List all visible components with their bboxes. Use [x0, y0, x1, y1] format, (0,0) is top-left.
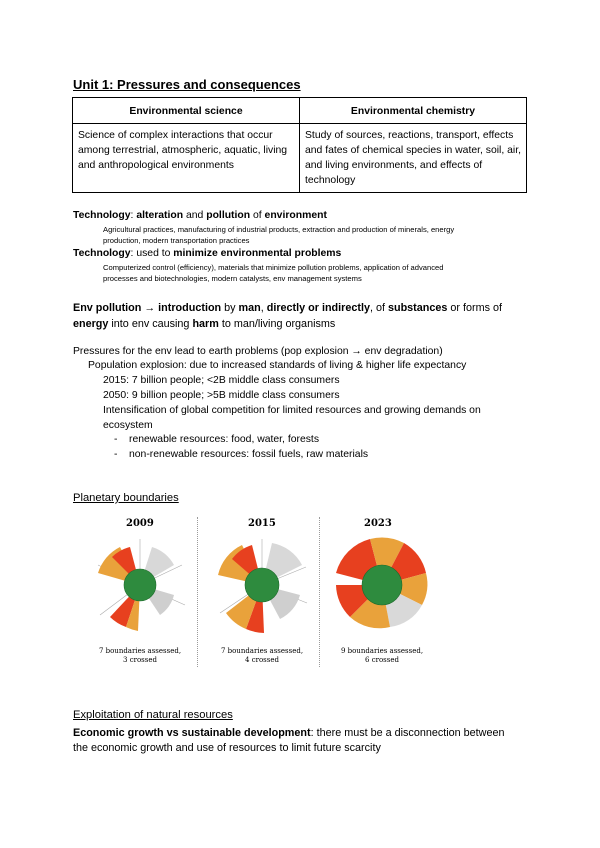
chart-caption-2023: [327, 647, 437, 664]
bullet-non-renewable: non-renewable resources: fossil fuels, raw materials: [129, 449, 369, 460]
table-header-env-science: Environmental science: [73, 98, 300, 124]
pressures-line: Pressures for the env lead to earth problems (pop explosion → env degradation): [73, 346, 443, 357]
text-fragment: into env causing: [108, 318, 193, 330]
population-2050-line: 2050: 9 billion people; >5B middle class consumers: [103, 390, 340, 401]
term-env-pollution: Env pollution → introduction: [73, 302, 222, 314]
term-directly: directly or indirectly: [266, 302, 370, 314]
comparison-table: [72, 97, 527, 193]
planetary-chart-2023: [330, 533, 434, 637]
competition-line: Intensification of global competition for limited resources and growing demands on: [103, 405, 481, 416]
chart-caption-2015: [207, 647, 317, 664]
technology-alteration-line: [73, 209, 327, 223]
term-man: man: [238, 302, 261, 314]
text-fragment: and: [183, 210, 207, 221]
technology-label: Technology: [73, 210, 131, 221]
figure-divider: [319, 517, 320, 667]
population-explosion-line: Population explosion: due to increased standards of living & higher life expectancy: [88, 360, 467, 371]
technology-minimize-line: [73, 247, 341, 261]
technology-label: Technology: [73, 248, 131, 259]
text-fragment: , of: [369, 302, 388, 314]
chart-caption-2009: [85, 647, 195, 664]
term-minimize: minimize environmental problems: [173, 248, 342, 259]
bullet-renewable: renewable resources: food, water, forests: [129, 434, 320, 445]
chart-graphic: [98, 539, 185, 631]
chart-year-2009: 2009: [126, 518, 154, 529]
term-harm: harm: [192, 318, 219, 330]
figure-divider: [197, 517, 198, 667]
technology-minimize-detail-2: processes and biotechnologies, modern catalysts, env management systems: [103, 274, 362, 283]
text-fragment: ,: [260, 302, 267, 314]
technology-alteration-detail-2: production, modern transportation practices: [103, 236, 250, 245]
exploitation-title: Exploitation of natural resources: [73, 709, 233, 721]
competition-line-2: ecosystem: [103, 420, 153, 431]
text-fragment: by: [221, 302, 239, 314]
text-fragment: or forms of: [447, 302, 502, 314]
text-fragment: : used to: [130, 248, 174, 259]
planetary-boundaries-figure: [72, 515, 532, 675]
term-substances: substances: [387, 302, 448, 314]
table-cell-env-science: Science of complex interactions that occur among terrestrial, atmospheric, aquatic, living and anthropological environments: [73, 124, 300, 193]
term-energy: energy: [73, 318, 109, 330]
pollution-definition-line-1: [73, 300, 502, 316]
term-economic-growth: Economic growth vs sustainable development: [73, 727, 311, 739]
caption-line: 9 boundaries assessed,: [340, 647, 424, 655]
caption-line: 3 crossed: [123, 655, 157, 664]
pollution-definition-line-2: [73, 316, 335, 332]
caption-line: 6 crossed: [365, 655, 399, 664]
caption-line: 7 boundaries assessed,: [98, 647, 182, 655]
chart-year-2015: 2015: [248, 518, 276, 529]
term-pollution: pollution: [206, 210, 251, 221]
text-fragment: :: [130, 210, 137, 221]
exploitation-line-1: [73, 726, 504, 740]
technology-alteration-detail-1: Agricultural practices, manufacturing of industrial products, extraction and production of minerals, energy: [103, 225, 455, 234]
population-2015-line: 2015: 7 billion people; <2B middle class consumers: [103, 375, 340, 386]
chart-graphic: [218, 539, 307, 633]
table-header-env-chemistry: Environmental chemistry: [300, 98, 527, 124]
planetary-boundaries-title: Planetary boundaries: [73, 492, 179, 504]
text-fragment: : there must be a disconnection between: [310, 727, 505, 739]
planetary-chart-2009: [90, 535, 190, 635]
chart-graphic: [336, 538, 427, 629]
term-environment: environment: [264, 210, 327, 221]
text-fragment: of: [250, 210, 265, 221]
planetary-chart-2015: [212, 535, 312, 635]
bullet-dash: -: [114, 449, 118, 460]
page-title: Unit 1: Pressures and consequences: [73, 77, 301, 92]
table-cell-env-chemistry: Study of sources, reactions, transport, effects and fates of chemical species in water, soil, air, and living environments, and effects of technology: [300, 124, 527, 193]
caption-line: 7 boundaries assessed,: [220, 647, 304, 655]
technology-minimize-detail-1: Computerized control (efficiency), materials that minimize pollution problems, application of advanced: [103, 263, 444, 272]
text-fragment: to man/living organisms: [218, 318, 336, 330]
chart-year-2023: 2023: [364, 518, 392, 529]
bullet-dash: -: [114, 434, 118, 445]
term-alteration: alteration: [136, 210, 184, 221]
caption-line: 4 crossed: [245, 655, 279, 664]
exploitation-line-2: the economic growth and use of resources to limit future scarcity: [73, 742, 381, 754]
